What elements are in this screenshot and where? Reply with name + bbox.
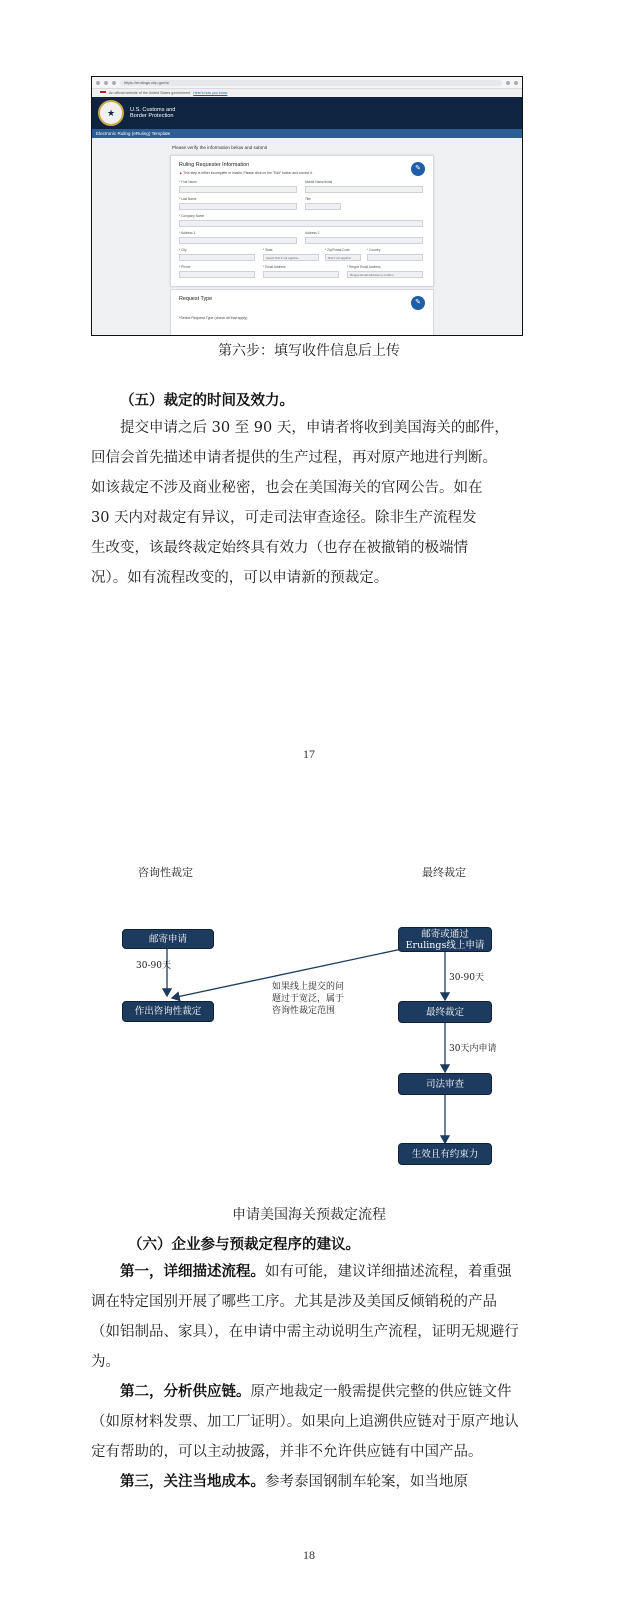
page-number: 17 xyxy=(303,747,315,761)
para5-line: 30 天内对裁定有异议，可走司法审查途径。除非生产流程发 xyxy=(91,510,477,526)
recommendation-3-lead: 第三，关注当地成本。 xyxy=(120,1473,265,1490)
box-judicial-review: 司法审查 xyxy=(398,1073,492,1095)
warning-message: This step is either incomplete or invalid. Please click on the "Edit" button and correct it. xyxy=(183,171,313,175)
box-online-application: 邮寄或通过Erulings线上申请 xyxy=(398,927,492,952)
first-name-label: * First Name xyxy=(179,180,197,184)
request-type-sub: *Select Request Type (check all that apply) xyxy=(179,316,248,320)
recommendation-1 xyxy=(91,1257,523,1377)
gov-banner-link: Here's how you know xyxy=(193,91,228,95)
address1-label: * Address 1 xyxy=(179,231,196,235)
email-label: * Email Address xyxy=(263,265,286,269)
verify-text: Please verify the information below and submit xyxy=(172,145,267,150)
phone-label: * Phone xyxy=(179,265,191,269)
label-appeal-window: 30天内申请 xyxy=(449,1044,497,1054)
para5-line: 况）。如有流程改变的，可以申请新的预裁定。 xyxy=(91,570,389,586)
para5-line: 提交申请之后 30 至 90 天，申请者将收到美国海关的邮件， xyxy=(120,420,509,436)
section-heading-6: （六）企业参与预裁定程序的建议。 xyxy=(128,1236,360,1253)
last-name-label: * Last Name xyxy=(179,197,197,201)
label-left-days: 30-90天 xyxy=(136,961,171,971)
app-bar: Electronic Ruling (eRuling) Template xyxy=(92,129,522,138)
recommendation-2-lead: 第二，分析供应链。 xyxy=(120,1383,251,1400)
figure-caption-1: 第六步：填写收件信息后上传 xyxy=(218,343,400,359)
zip-field: N/A if not applica... xyxy=(325,254,361,261)
figure-caption-2: 申请美国海关预裁定流程 xyxy=(232,1207,386,1223)
request-type-title: Request Type xyxy=(179,296,213,302)
gov-banner-text: An official website of the United States government xyxy=(109,91,191,95)
address2-label: Address 2 xyxy=(305,231,320,235)
middle-name-label: Middle Name/Initial xyxy=(305,180,333,184)
agency-line2: Border Protection xyxy=(130,113,174,119)
para5-line: 如该裁定不涉及商业秘密，也会在美国海关的官网公告。如在 xyxy=(91,480,483,496)
flowchart-note: 如果线上提交的问题过于宽泛，属于咨询性裁定范围 xyxy=(272,982,345,1016)
final-ruling-title: 最终裁定 xyxy=(422,866,466,879)
recommendation-1-text: 如有可能，建议详细描述流程，着重强调在特定国别开展了哪些工序。尤其是涉及美国反倾销税的产品（如铝制品、家具），在申请中需主动说明生产流程，证明无规避行为。 xyxy=(91,1264,519,1370)
box-mail-application: 邮寄申请 xyxy=(122,929,214,949)
paragraph-6 xyxy=(91,1257,523,1497)
retype-email-label: * Retype Email Address xyxy=(347,265,381,269)
recommendation-3-text: 参考泰国钢制车轮案，如当地原 xyxy=(265,1474,468,1490)
retype-email-field: Retype Email Address to confirm xyxy=(347,271,423,278)
recommendation-2-text: 原产地裁定一般需提供完整的供应链文件（如原材料发票、加工厂证明）。如果向上追溯供应链对于原产地认定有帮助的，可以主动披露，并非不允许供应链有中国产品。 xyxy=(91,1384,519,1460)
company-label: * Company Name xyxy=(179,214,205,218)
para5-line: 回信会首先描述申请者提供的生产过程，再对原产地进行判断。 xyxy=(91,450,497,466)
state-select: Select N/A if not applica... xyxy=(263,254,319,261)
recommendation-3 xyxy=(91,1467,523,1497)
recommendation-2 xyxy=(91,1377,523,1467)
section-title: Ruling Requester Information xyxy=(179,162,250,168)
section-heading-5: （五）裁定的时间及效力。 xyxy=(120,392,294,409)
recommendation-1-lead: 第一，详细描述流程。 xyxy=(120,1263,265,1280)
box-advisory-ruling: 作出咨询性裁定 xyxy=(122,1001,214,1022)
label-right-days: 30-90天 xyxy=(449,973,484,983)
country-label: * Country xyxy=(367,248,381,252)
box-final-ruling: 最终裁定 xyxy=(398,1001,492,1023)
zip-label: * Zip/Postal Code xyxy=(325,248,350,252)
cbp-seal-icon: ★ xyxy=(98,100,124,126)
advisory-ruling-title: 咨询性裁定 xyxy=(138,866,193,879)
city-label: * City xyxy=(179,248,187,252)
edit-icon: ✎ xyxy=(411,162,425,176)
state-label: * State xyxy=(263,248,273,252)
title-label: Title xyxy=(305,197,311,201)
page-number: 18 xyxy=(303,1548,315,1562)
address-bar: https://erulings.cbp.gov/s/ xyxy=(120,80,502,86)
box-effective-binding: 生效且有约束力 xyxy=(398,1143,492,1165)
warning-icon: ▲ xyxy=(179,171,183,175)
agency-line1: U.S. Customs and xyxy=(130,106,176,113)
para5-line: 生改变，该最终裁定始终具有效力（也存在被撤销的极端情 xyxy=(91,540,468,556)
edit-icon: ✎ xyxy=(411,296,425,310)
